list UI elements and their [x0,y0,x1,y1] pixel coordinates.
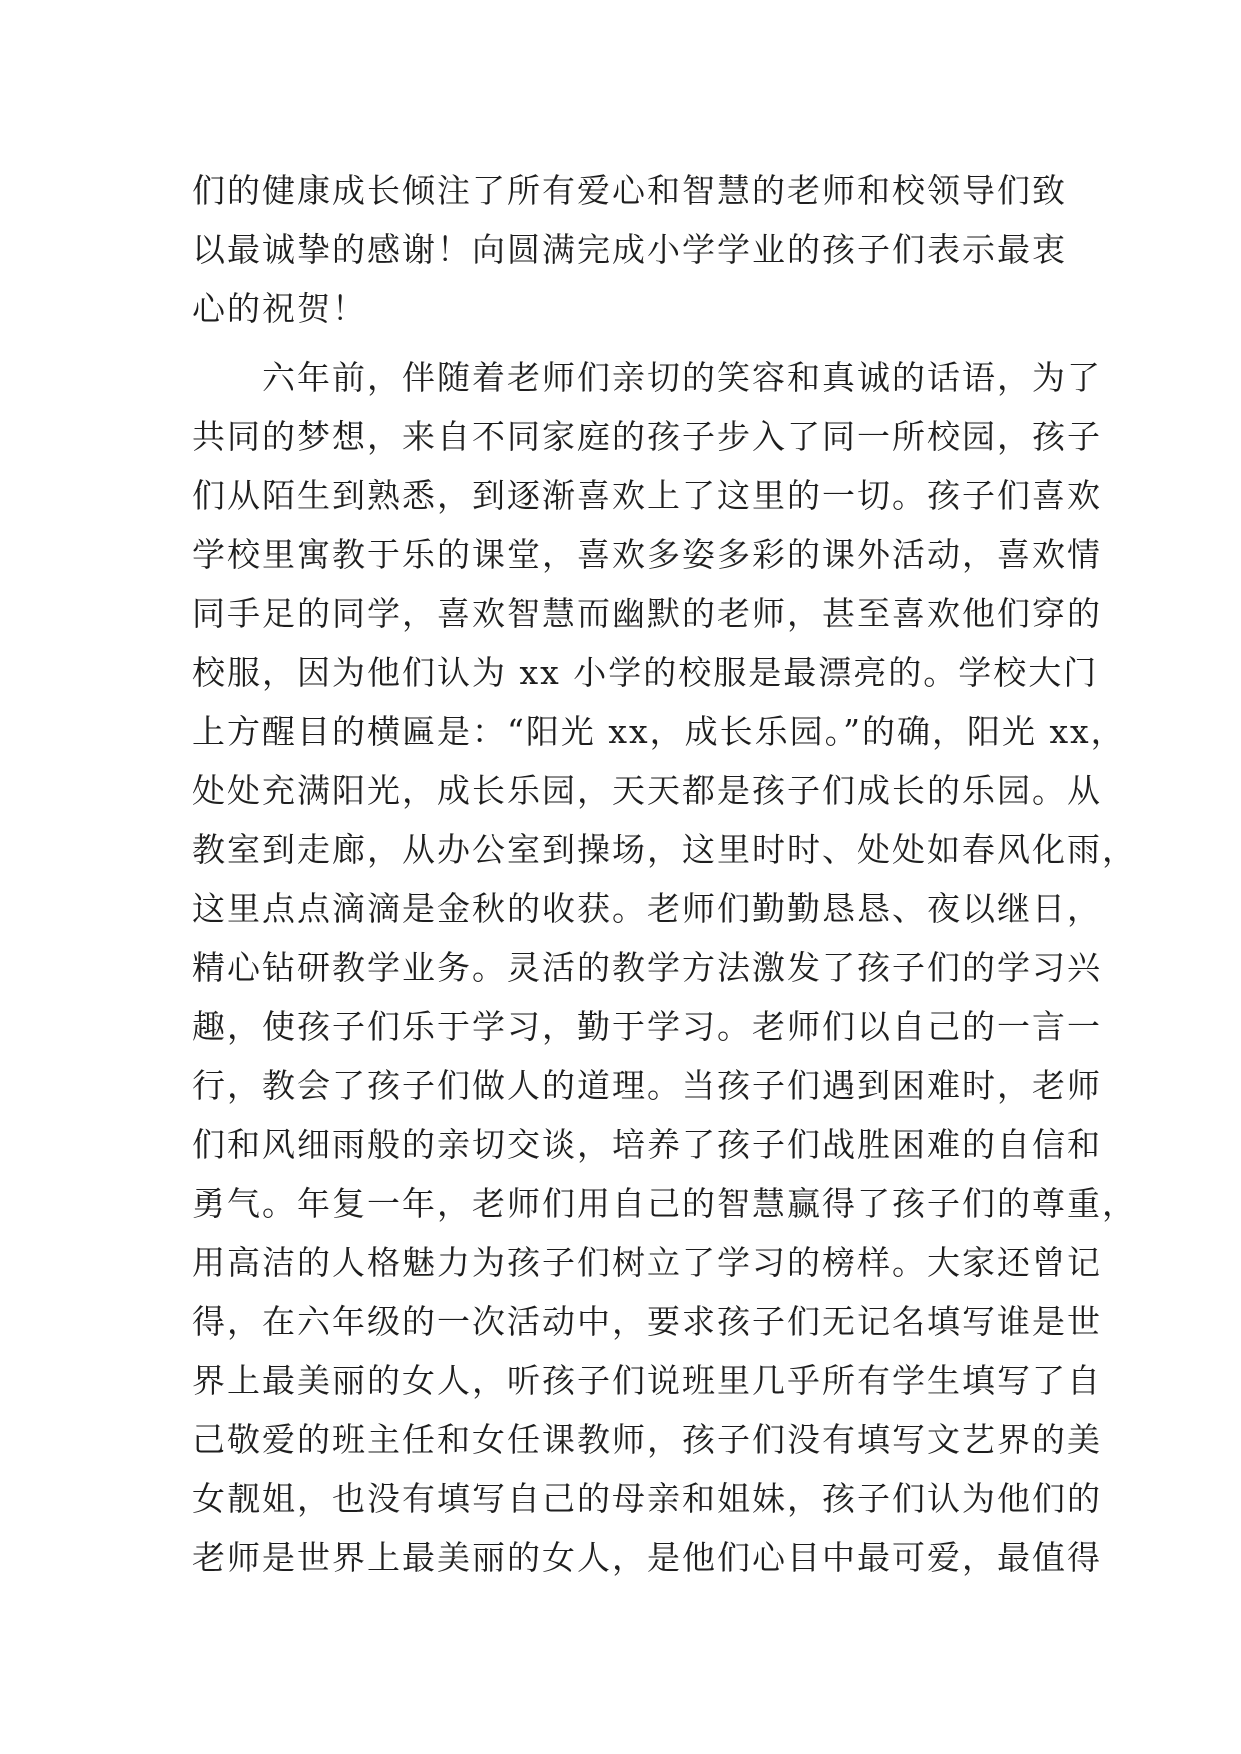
text-line: 界上最美丽的女人，听孩子们说班里几乎所有学生填写了自 [192,1361,1102,1400]
text-line: 六年前，伴随着老师们亲切的笑容和真诚的话语，为了 [192,358,1102,397]
text-line: 这里点点滴滴是金秋的收获。老师们勤勤恳恳、夜以继日， [192,889,1102,928]
text-line: 趣，使孩子们乐于学习，勤于学习。老师们以自己的一言一 [192,1007,1102,1046]
text-line: 用高洁的人格魅力为孩子们树立了学习的榜样。大家还曾记 [192,1243,1102,1282]
text-line: 们和风细雨般的亲切交谈，培养了孩子们战胜困难的自信和 [192,1125,1102,1164]
text-line: 得，在六年级的一次活动中，要求孩子们无记名填写谁是世 [192,1302,1102,1341]
body-text [192,161,1137,1587]
text-line: 们从陌生到熟悉，到逐渐喜欢上了这里的一切。孩子们喜欢 [192,476,1102,515]
text-line: 以最诚挚的感谢！向圆满完成小学学业的孩子们表示最衷 [192,230,1067,269]
paragraph-2 [192,348,1137,1587]
text-line: 校服，因为他们认为 xx 小学的校服是最漂亮的。学校大门 [192,653,1099,692]
paragraph-gap [192,338,1052,348]
text-line: 己敬爱的班主任和女任课教师，孩子们没有填写文艺界的美 [192,1420,1102,1459]
text-line: 教室到走廊，从办公室到操场，这里时时、处处如春风化雨， [192,830,1137,869]
text-line: 女靓姐，也没有填写自己的母亲和姐妹，孩子们认为他们的 [192,1479,1102,1518]
text-line: 行，教会了孩子们做人的道理。当孩子们遇到困难时，老师 [192,1066,1102,1105]
text-line: 同手足的同学，喜欢智慧而幽默的老师，甚至喜欢他们穿的 [192,594,1102,633]
text-line: 精心钻研教学业务。灵活的教学方法激发了孩子们的学习兴 [192,948,1102,987]
text-line: 心的祝贺！ [192,289,367,328]
text-line: 勇气。年复一年，老师们用自己的智慧赢得了孩子们的尊重， [192,1184,1137,1223]
text-line: 学校里寓教于乐的课堂，喜欢多姿多彩的课外活动，喜欢情 [192,535,1102,574]
text-line: 上方醒目的横匾是：“阳光 xx，成长乐园。”的确，阳光 xx， [192,712,1126,751]
text-line: 们的健康成长倾注了所有爱心和智慧的老师和校领导们致 [192,171,1067,210]
paragraph-1 [192,161,1067,338]
text-line: 处处充满阳光，成长乐园，天天都是孩子们成长的乐园。从 [192,771,1102,810]
text-line: 共同的梦想，来自不同家庭的孩子步入了同一所校园，孩子 [192,417,1102,456]
text-line: 老师是世界上最美丽的女人，是他们心目中最可爱，最值得 [192,1538,1102,1577]
